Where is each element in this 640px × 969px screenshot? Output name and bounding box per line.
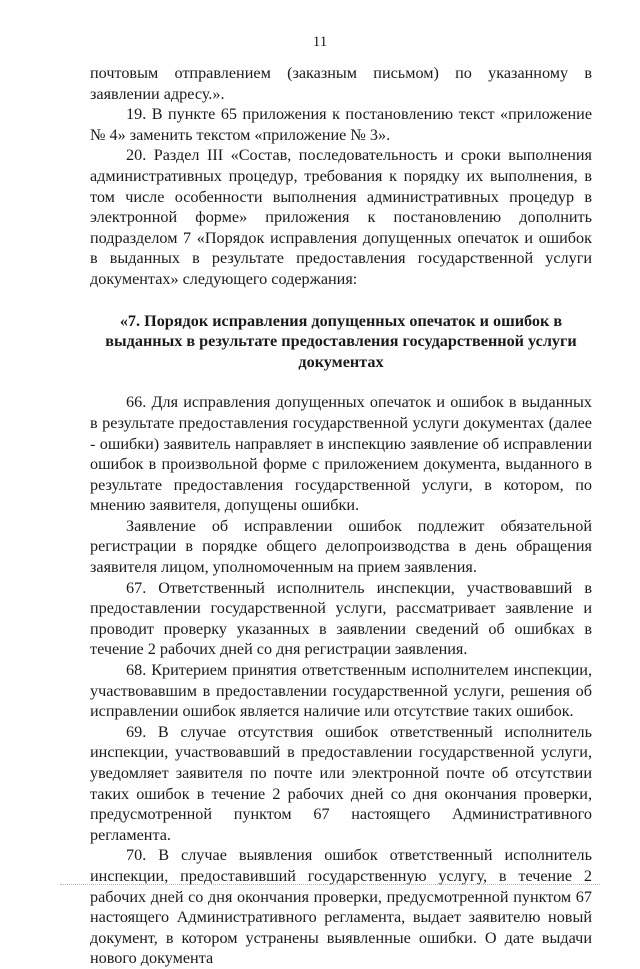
paragraph-item-67: 67. Ответственный исполнитель инспекции, участвовавший в предоставлении государственной услуги, рассматривает заявление и проводит проверку указанных в заявлении сведений об ошибках в течение 2 рабочих дней со дня регистрации заявления. bbox=[90, 578, 592, 659]
page-number: 11 bbox=[312, 34, 328, 50]
paragraph-item-66: 66. Для исправления допущенных опечаток и ошибок в выданных в результате предоставления государственной услуги документах (далее - ошибки) заявитель направляет в инспекцию заявление об исправлении ошибок в произвольной форме с приложением документа, выданного в результате предоставления государственной услуги, в котором, по мнению заявителя, допущены ошибки. bbox=[90, 393, 592, 515]
paragraph-item-20: 20. Раздел III «Состав, последовательность и сроки выполнения административных процедур, требования к порядку их выполнения, в том числе особенности выполнения административных процедур в электронной форме» приложения к постановлению дополнить подразделом 7 «Порядок исправления допущенных опечаток и ошибок в выданных в результате предоставления государственной услуги документах» следующего содержания: bbox=[90, 146, 592, 288]
paragraph-item-70: 70. В случае выявления ошибок ответственный исполнитель инспекции, предоставивший государственную услугу, в течение 2 рабочих дней со дня окончания проверки, предусмотренной пунктом 67 настоящего Административного регламента, выдает заявителю новый документ, в котором устранены выявленные ошибки. О дате выдачи нового документа bbox=[90, 846, 592, 968]
paragraph-registration: Заявление об исправлении ошибок подлежит обязательной регистрации в порядке общего делопроизводства в день обращения заявителя лицом, уполномоченным на прием заявления. bbox=[90, 516, 592, 577]
section-heading: «7. Порядок исправления допущенных опечаток и ошибок в выданных в результате предоставления государственной услуги документах bbox=[105, 311, 577, 371]
paragraph-item-19: 19. В пункте 65 приложения к постановлению текст «приложение № 4» заменить текстом «приложение № 3». bbox=[90, 105, 592, 144]
scan-artifact-line bbox=[60, 884, 600, 887]
paragraph-item-69: 69. В случае отсутствия ошибок ответственный исполнитель инспекции, участвовавший в предоставлении государственной услуги, уведомляет заявителя по почте или электронной почте об отсутствии таких ошибок в течение 2 рабочих дней со дня окончания проверки, предусмотренной пунктом 67 настоящего Административного регламента. bbox=[90, 722, 592, 844]
document-body bbox=[90, 63, 592, 969]
paragraph-item-68: 68. Критерием принятия ответственным исполнителем инспекции, участвовавшим в предоставлении государственной услуги, решения об исправлении ошибок является наличие или отсутствие таких ошибок. bbox=[90, 661, 592, 721]
paragraph-continuation: почтовым отправлением (заказным письмом) по указанному в заявлении адресу.». bbox=[90, 64, 592, 103]
